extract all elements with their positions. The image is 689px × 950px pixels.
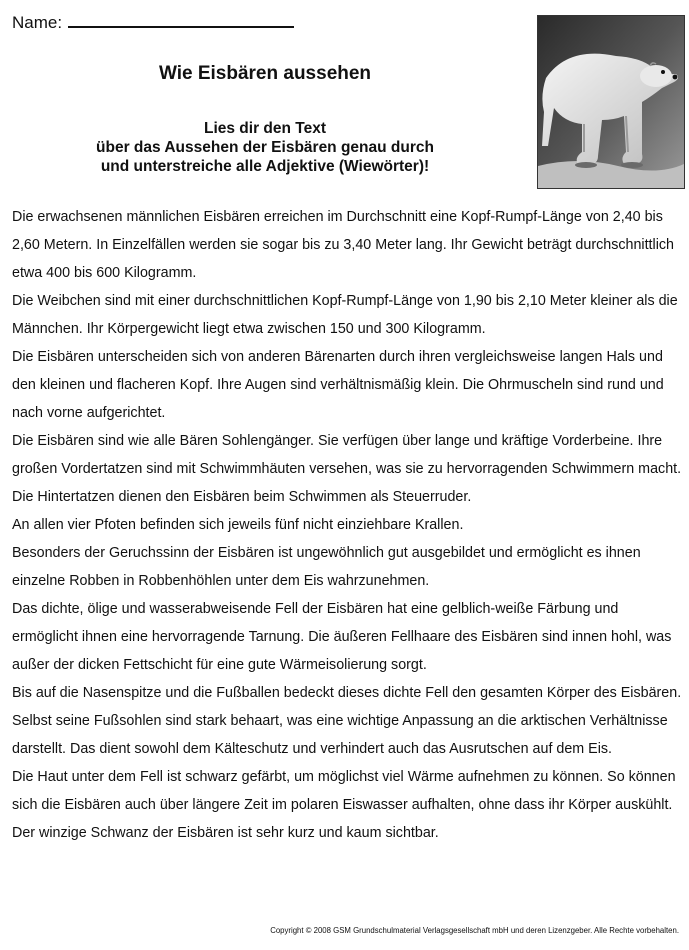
paragraph: Die Eisbären unterscheiden sich von anderen Bärenarten durch ihren vergleichsweise langen Hals und den kleinen und flacheren Kopf. Ihre Augen sind verhältnismäßig klein. Die Ohrmuscheln sind rund und nach vorne aufgerichtet. — [12, 349, 664, 421]
polar-bear-photo — [537, 15, 685, 189]
name-field — [12, 10, 294, 33]
paragraph: Der winzige Schwanz der Eisbären ist sehr kurz und kaum sichtbar. — [12, 825, 439, 841]
task-line-3: und unterstreiche alle Adjektive (Wiewörter)! — [100, 158, 430, 175]
worksheet-title: Wie Eisbären aussehen — [158, 63, 372, 84]
article-body — [12, 203, 687, 847]
paragraph: Die erwachsenen männlichen Eisbären erreichen im Durchschnitt eine Kopf-Rumpf-Länge von 2,40 bis 2,60 Metern. In Einzelfällen werden sie sogar bis zu 3,40 Meter lang. Ihr Gewicht beträgt durchschnittlich etwa 400 bis 600 Kilogramm. — [12, 209, 674, 281]
name-label: Name: — [12, 13, 63, 32]
polar-bear-icon — [538, 16, 684, 188]
name-write-line[interactable] — [68, 10, 294, 28]
paragraph: Besonders der Geruchssinn der Eisbären ist ungewöhnlich gut ausgebildet und ermöglicht es ihnen einzelne Robben in Robbenhöhlen unter dem Eis wahrzunehmen. — [12, 545, 641, 589]
task-line-1: Lies dir den Text — [203, 120, 327, 137]
paragraph: Die Haut unter dem Fell ist schwarz gefärbt, um möglichst viel Wärme aufnehmen zu können. So können sich die Eisbären auch über längere Zeit im polaren Eiswasser aufhalten, ohne dass ihr Körper auskühlt. — [12, 769, 676, 813]
paragraph: Das dichte, ölige und wasserabweisende Fell der Eisbären hat eine gelblich-weiße Färbung und ermöglicht ihnen eine hervorragende Tarnung. Die äußeren Fellhaare des Eisbären sind innen hohl, was außer der dicken Fettschicht für eine gute Wärmeisolierung sorgt. — [12, 601, 672, 673]
paragraph: Bis auf die Nasenspitze und die Fußballen bedeckt dieses dichte Fell den gesamten Körper des Eisbären. Selbst seine Fußsohlen sind stark behaart, was eine wichtige Anpassung an die arktischen Verhältnisse darstellt. Das dient sowohl dem Kälteschutz und verhindert auch das Ausrutschen auf dem Eis. — [12, 685, 682, 757]
copyright-notice: Copyright © 2008 GSM Grundschulmaterial Verlagsgesellschaft mbH und deren Lizenzgeber. Alle Rechte vorbehalten. — [270, 926, 679, 935]
task-instruction — [0, 119, 530, 176]
task-line-2: über das Aussehen der Eisbären genau durch — [96, 139, 434, 156]
paragraph: Die Weibchen sind mit einer durchschnittlichen Kopf-Rumpf-Länge von 1,90 bis 2,10 Meter kleiner als die Männchen. Ihr Körpergewicht liegt etwa zwischen 150 und 300 Kilogramm. — [12, 293, 678, 337]
paragraph: Die Eisbären sind wie alle Bären Sohlengänger. Sie verfügen über lange und kräftige Vorderbeine. Ihre großen Vordertatzen sind mit Schwimmhäuten versehen, was sie zu hervorragenden Schwimmern macht. Die Hintertatzen dienen den Eisbären beim Schwimmen als Steuerruder. — [12, 433, 682, 505]
paragraph: An allen vier Pfoten befinden sich jeweils fünf nicht einziehbare Krallen. — [12, 517, 464, 533]
